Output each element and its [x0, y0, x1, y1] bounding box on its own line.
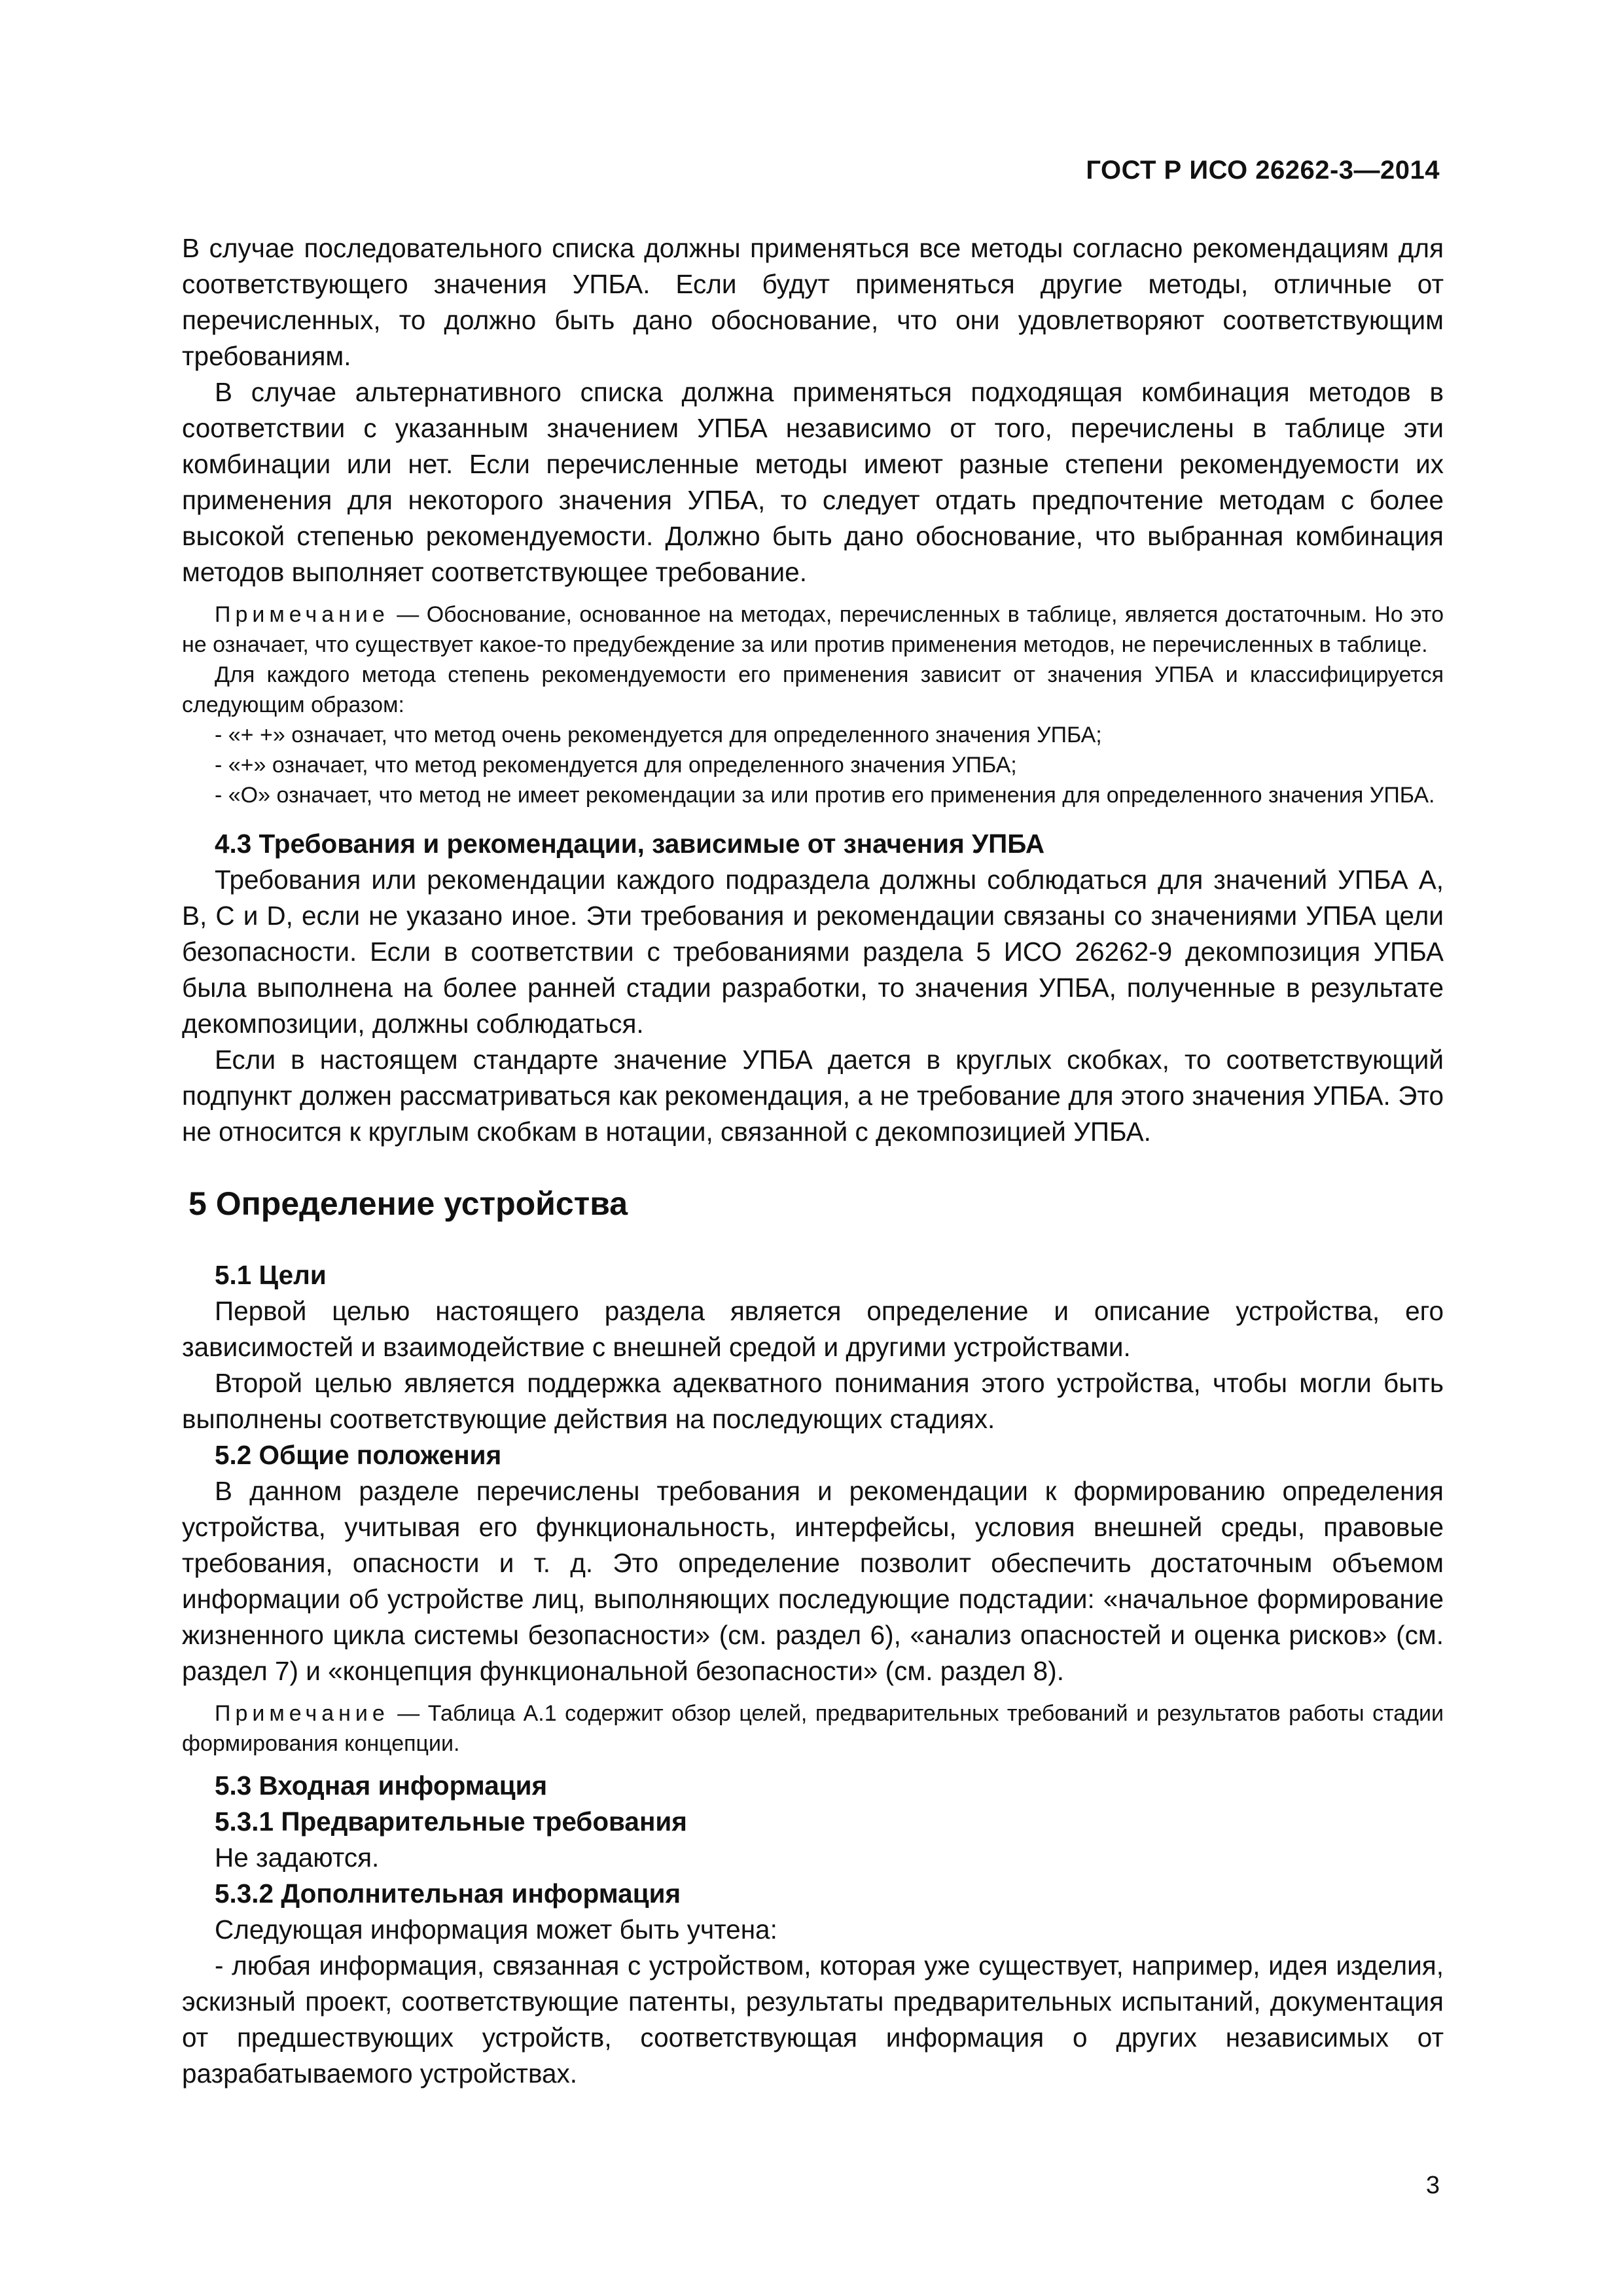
note-label: Примечание [215, 1701, 389, 1726]
page-content [182, 230, 1444, 2092]
note-list-item: - «О» означает, что метод не имеет рекомендации за или против его применения для определенного значения УПБА. [215, 783, 1435, 808]
note-text: Для каждого метода степень рекомендуемости его применения зависит от значения УПБА и классифицируется следующим образом: [182, 662, 1444, 717]
paragraph [182, 374, 1444, 590]
note-label: Примечание [215, 602, 389, 627]
section-heading-5-2: 5.2 Общие положения [215, 1440, 502, 1470]
paragraph: Второй целью является поддержка адекватного понимания этого устройства, чтобы могли быть выполнены соответствующие действия на последующих стадиях. [182, 1368, 1444, 1434]
paragraph: Первой целью настоящего раздела является определение и описание устройства, его зависимостей и взаимодействие с внешней средой и другими устройствами. [182, 1296, 1444, 1362]
list-item: - любая информация, связанная с устройством, которая уже существует, например, идея изделия, эскизный проект, соответствующие патенты, результаты предварительных испытаний, документация от предшествующих устройств, соответствующая информация о других независимых от разрабатываемого устройствах. [182, 1950, 1444, 2089]
note [182, 660, 1444, 720]
section-heading-4-3: 4.3 Требования и рекомендации, зависимые от значения УПБА [215, 829, 1045, 859]
section-heading-5-3-1: 5.3.1 Предварительные требования [215, 1806, 687, 1837]
paragraph: Если в настоящем стандарте значение УПБА дается в круглых скобках, то соответствующий подпункт должен рассматриваться как рекомендация, а не требование для этого значения УПБА. Это не относится к круглым скобкам в нотации, связанной с декомпозицией УПБА. [182, 1045, 1444, 1147]
paragraph-text: В случае последовательного списка должны применяться все методы согласно рекомендациям для соответствующего значения УПБА. Если будут применяться другие методы, отличные от перечисленных, то должно быть дано обоснование, что они удовлетворяют соответствующим требованиям. [182, 233, 1444, 371]
note-list-item: - «+ +» означает, что метод очень рекомендуется для определенного значения УПБА; [215, 723, 1102, 747]
page-number: 3 [1425, 2172, 1440, 2199]
section-heading-5-1: 5.1 Цели [215, 1260, 327, 1290]
paragraph-text: В случае альтернативного списка должна применяться подходящая комбинация методов в соответствии с указанным значением УПБА независимо от того, перечислены в таблице эти комбинации или нет. Если перечисленные методы имеют разные степени рекомендуемости их применения для некоторого значения УПБА, то следует отдать предпочтение методам с более высокой степенью рекомендуемости. Должно быть дано обоснование, что выбранная комбинация методов выполняет соответствующее требование. [182, 377, 1444, 587]
note-list-item: - «+» означает, что метод рекомендуется для определенного значения УПБА; [215, 753, 1017, 778]
paragraph: В данном разделе перечислены требования и рекомендации к формированию определения устройства, учитывая его функциональность, интерфейсы, условия внешней среды, правовые требования, опасности и т. д. Это определение позволит обеспечить достаточным объемом информации об устройстве лиц, выполняющих последующие подстадии: «начальное формирование жизненного цикла системы безопасности» (см. раздел 6), «анализ опасностей и оценка рисков» (см. раздел 7) и «концепция функциональной безопасности» (см. раздел 8). [182, 1476, 1444, 1686]
note-text: — Таблица А.1 содержит обзор целей, предварительных требований и результатов работы стадии формирования концепции. [182, 1701, 1444, 1756]
paragraph: Следующая информация может быть учтена: [215, 1914, 777, 1945]
note [182, 1698, 1444, 1759]
paragraph: Не задаются. [215, 1842, 380, 1873]
section-heading-5: 5 Определение устройства [188, 1185, 628, 1222]
paragraph [182, 230, 1444, 374]
section-heading-5-3-2: 5.3.2 Дополнительная информация [215, 1878, 681, 1909]
document-header: ГОСТ Р ИСО 26262-3—2014 [1086, 156, 1440, 185]
section-heading-5-3: 5.3 Входная информация [215, 1770, 548, 1801]
paragraph: Требования или рекомендации каждого подраздела должны соблюдаться для значений УПБА A, B, C и D, если не указано иное. Эти требования и рекомендации связаны со значениями УПБА цели безопасности. Если в соответствии с требованиями раздела 5 ИСО 26262-9 декомпозиция УПБА была выполнена на более ранней стадии разработки, то значения УПБА, полученные в результате декомпозиции, должны соблюдаться. [182, 865, 1444, 1039]
note-text: — Обоснование, основанное на методах, перечисленных в таблице, является достаточным. Но это не означает, что существует какое-то предубеждение за или против применения методов, не перечисленных в таблице. [182, 602, 1444, 657]
note [182, 600, 1444, 660]
